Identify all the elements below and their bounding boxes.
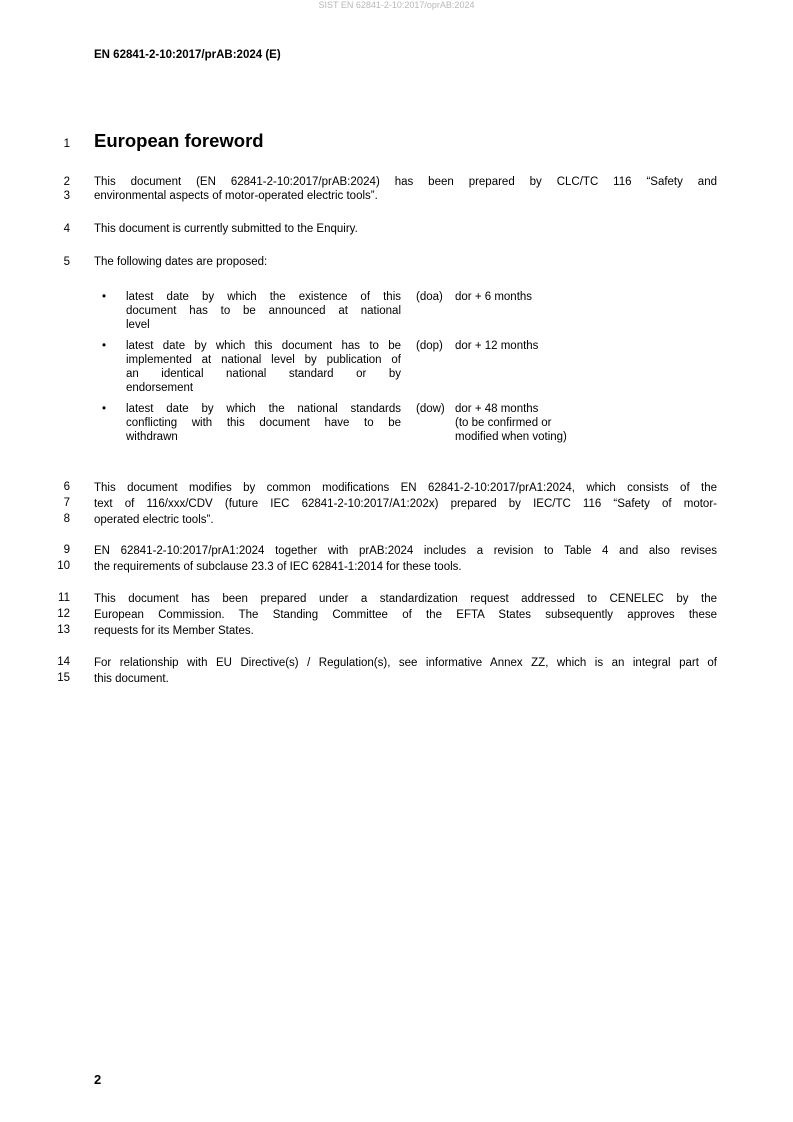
line-number: 5 — [63, 256, 70, 268]
date-description-line: document has to be announced at national — [126, 305, 401, 317]
paragraph-line: requests for its Member States. — [94, 625, 254, 637]
date-description-line: latest date by which this document has to be — [126, 340, 401, 352]
paragraph-line: This document modifies by common modifications EN 62841-2-10:2017/prA1:2024, which consists of the — [94, 482, 717, 494]
paragraph-line: environmental aspects of motor-operated electric tools”. — [94, 190, 378, 202]
line-number: 3 — [63, 190, 70, 202]
date-value — [455, 402, 717, 444]
date-description-line: an identical national standard or by — [126, 368, 401, 380]
date-row-doa — [94, 290, 717, 332]
date-description-line: conflicting with this document have to be — [126, 417, 401, 429]
line-number: 13 — [57, 624, 70, 636]
line-number: 7 — [63, 497, 70, 509]
paragraph-line: For relationship with EU Directive(s) / Regulation(s), see informative Annex ZZ, which is an integral part of — [94, 657, 717, 669]
line-number: 9 — [63, 544, 70, 556]
line-number: 4 — [63, 223, 70, 235]
line-number: 14 — [57, 656, 70, 668]
date-row-dow — [94, 402, 717, 444]
date-row-dop — [94, 339, 717, 395]
paragraph-prepared-by — [94, 175, 717, 203]
dates-list — [94, 290, 717, 451]
paragraph-annex-zz — [94, 655, 717, 687]
paragraph-modifications — [94, 480, 717, 528]
paragraph-line: This document (EN 62841-2-10:2017/prAB:2024) has been prepared by CLC/TC 116 “Safety and — [94, 176, 717, 188]
line-number: 12 — [57, 608, 70, 620]
date-code: (dow) — [416, 403, 445, 415]
paragraph-dates-intro — [94, 255, 717, 269]
bullet: • — [102, 403, 107, 415]
bullet: • — [102, 340, 107, 352]
line-number: 15 — [57, 672, 70, 684]
date-code: (doa) — [416, 291, 443, 303]
date-description — [126, 290, 401, 332]
date-description-line: withdrawn — [126, 431, 178, 443]
page-number: 2 — [94, 1072, 102, 1087]
date-value-line: modified when voting) — [455, 431, 567, 443]
date-description-line: implemented at national level by publication of — [126, 354, 401, 366]
paragraph-enquiry — [94, 222, 717, 236]
line-number: 11 — [58, 592, 70, 604]
document-header: EN 62841-2-10:2017/prAB:2024 (E) — [94, 49, 281, 61]
date-value-line: (to be confirmed or — [455, 417, 552, 429]
paragraph-line: operated electric tools”. — [94, 514, 214, 526]
line-number: 1 — [63, 138, 70, 150]
date-value-line: dor + 6 months — [455, 291, 533, 303]
paragraph-line: European Commission. The Standing Committee of the EFTA States subsequently approves these — [94, 609, 717, 621]
date-description — [126, 402, 401, 444]
date-code: (dop) — [416, 340, 443, 352]
paragraph-line: The following dates are proposed: — [94, 256, 268, 268]
date-value — [455, 339, 717, 395]
section-heading: European foreword — [94, 130, 264, 151]
date-description-line: latest date by which the existence of this — [126, 291, 401, 303]
line-number: 6 — [63, 481, 70, 493]
line-number: 2 — [63, 176, 70, 188]
paragraph-revision — [94, 543, 717, 575]
line-number: 10 — [57, 560, 70, 572]
paragraph-line: text of 116/xxx/CDV (future IEC 62841-2-10:2017/A1:202x) prepared by IEC/TC 116 “Safety of motor- — [94, 498, 717, 510]
date-value — [455, 290, 717, 332]
paragraph-line: This document is currently submitted to the Enquiry. — [94, 223, 358, 235]
paragraph-standardization-request — [94, 591, 717, 639]
bullet: • — [102, 291, 107, 303]
date-description-line: latest date by which the national standards — [126, 403, 401, 415]
date-value-line: dor + 12 months — [455, 340, 539, 352]
paragraph-line: this document. — [94, 673, 169, 685]
paragraph-line: the requirements of subclause 23.3 of IEC 62841-1:2014 for these tools. — [94, 561, 462, 573]
date-description — [126, 339, 401, 395]
date-description-line: endorsement — [126, 382, 194, 394]
watermark: SIST EN 62841-2-10:2017/oprAB:2024 — [318, 0, 475, 10]
date-value-line: dor + 48 months — [455, 403, 539, 415]
paragraph-line: EN 62841-2-10:2017/prA1:2024 together with prAB:2024 includes a revision to Table 4 and also revises — [94, 545, 717, 557]
paragraph-line: This document has been prepared under a standardization request addressed to CENELEC by the — [94, 593, 717, 605]
line-number: 8 — [63, 513, 70, 525]
date-description-line: level — [126, 319, 150, 331]
